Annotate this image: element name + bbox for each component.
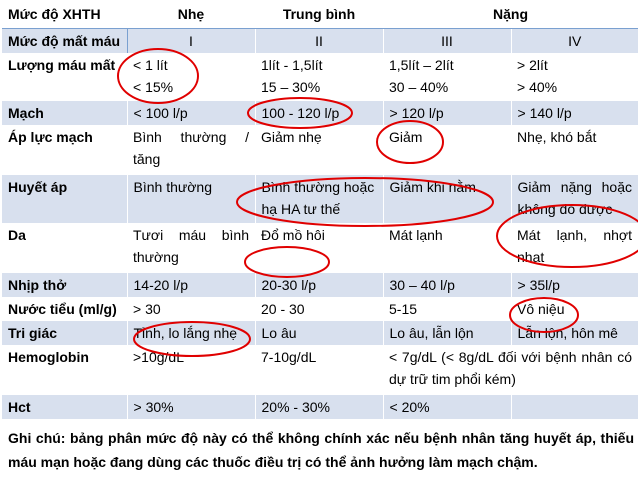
table-cell: Nhẹ, khó bắt [517,129,597,145]
table-cell: < 1 lít < 15% [133,57,174,95]
table-cell: > 2lít > 40% [517,57,558,95]
table-cell: Bình thường / tăng [133,129,249,167]
row-label: Mạch [2,101,127,125]
table-row [2,345,638,395]
table-row [2,125,638,175]
header-mild: Nhẹ [127,0,255,29]
footnote: Ghi chú: bảng phân mức độ này có thể không chính xác nếu bệnh nhân tăng huyết áp, thiếu máu mạn hoặc đang dùng các thuốc điều trị có thể ảnh hưởng làm mạch chậm. [8,430,634,470]
table-cell: 100 - 120 l/p [255,101,383,125]
table-cell: < 7g/dL (< 8g/dL đối với bệnh nhân có dự trữ tim phổi kém) [389,349,632,387]
table-cell: Mát lạnh [389,227,443,243]
table-cell: 7-10g/dL [261,349,317,365]
table-cell: 20% - 30% [255,395,383,419]
table-cell: 14-20 l/p [127,273,255,297]
table-cell: 5-15 [389,301,418,317]
table-cell: > 35l/p [511,273,638,297]
row-label: Tri giác [2,321,127,345]
table-row [2,321,638,345]
table-cell: >10g/dL [133,349,184,365]
table-cell: Giảm nhẹ [261,129,322,145]
table-cell: Giảm [389,129,423,145]
table-cell: Lẫn lộn, hôn mê [511,321,638,345]
row-label: Hemoglobin [8,349,89,365]
table-row [2,175,638,223]
header-severe: Nặng [383,0,638,29]
table-row [2,273,638,297]
row-label: Lượng máu mất [8,57,116,73]
table-cell: 1,5lít – 2lít 30 – 40% [389,57,454,95]
table-cell: Giảm khi nằm [383,175,511,223]
table-cell: < 20% [383,395,511,419]
table-cell: Vô niệu [517,301,565,317]
table-cell [511,395,638,419]
row-label: Hct [2,395,127,419]
table-cell: Lo âu, lẫn lộn [383,321,511,345]
table-cell: < 100 l/p [127,101,255,125]
row-label: Nước tiểu (ml/g) [8,301,117,317]
blood-loss-level-row [2,29,638,54]
table-row [2,223,638,273]
header-row [2,0,638,29]
table-row [2,395,638,419]
table-cell: > 30 [133,301,161,317]
table-cell: Lo âu [255,321,383,345]
table-cell: 30 – 40 l/p [383,273,511,297]
level-cell: III [383,29,511,54]
level-cell: IV [511,29,638,54]
table-cell: Tươi máu bình thường [133,227,249,265]
table-row [2,101,638,125]
table-cell: Mát lạnh, nhợt nhạt [517,227,632,265]
level-cell: I [127,29,255,54]
table-cell: Bình thường hoặc hạ HA tư thế [255,175,383,223]
table-row [2,297,638,321]
row-label: Nhịp thở [2,273,127,297]
row-label: Mức độ mất máu [2,29,127,54]
header-moderate: Trung bình [255,0,383,29]
table-row [2,53,638,101]
severity-table [2,0,638,419]
table-cell: > 120 l/p [383,101,511,125]
row-label: Huyết áp [2,175,127,223]
row-label: Da [8,227,26,243]
table-cell: Đổ mồ hôi [261,227,325,243]
table-cell: > 140 l/p [511,101,638,125]
table-cell: Bình thường [127,175,255,223]
table-cell: 20 - 30 [261,301,305,317]
table-cell: 20-30 l/p [255,273,383,297]
level-cell: II [255,29,383,54]
table-cell: Tỉnh, lo lắng nhẹ [127,321,255,345]
table-cell: 1lít - 1,5lít 15 – 30% [261,57,323,95]
table-cell: Giảm nặng hoặc không đo được [511,175,638,223]
row-label: Áp lực mạch [8,129,93,145]
table-cell: > 30% [127,395,255,419]
header-label: Mức độ XHTH [2,0,127,29]
